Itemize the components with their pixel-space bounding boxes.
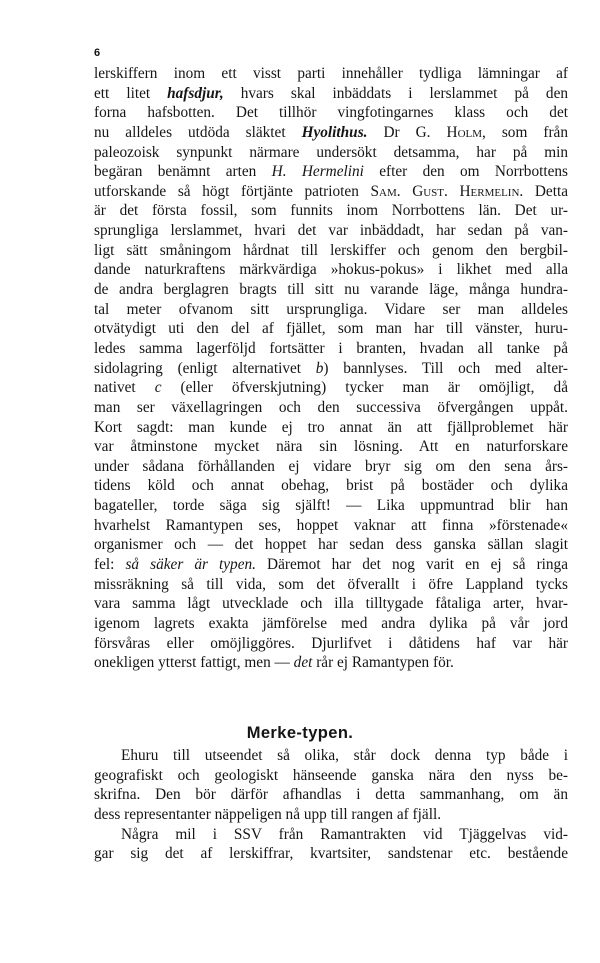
text-segment: lerskiffern inom ett visst parti innehåller tydliga lämningar af <box>94 65 568 82</box>
text-line <box>94 260 568 280</box>
text-line <box>94 594 568 614</box>
text-segment: sidolagring (enligt alternativet <box>94 359 316 377</box>
text-segment: Ehuru till utseendet så olika, står dock denna typ både i <box>121 747 568 764</box>
text-segment: tidens köld och annat obehag, brist på bostäder och dylika <box>94 477 568 495</box>
text-segment: (eller öfverskjutning) tycker man är omöjligt, då <box>161 379 568 397</box>
text-segment: b <box>315 359 324 377</box>
text-line <box>94 280 568 300</box>
text-segment: Holm <box>446 123 483 141</box>
text-line <box>94 535 568 555</box>
text-segment: forna hafsbotten. Det tillhör vingfotingarnes klass och det <box>94 104 568 122</box>
text-line <box>94 201 568 221</box>
text-segment: Sam. Gust. Hermelin <box>370 182 520 200</box>
text-line <box>94 634 568 654</box>
text-segment: paleozoisk synpunkt närmare undersökt detsamma, har på min <box>94 143 568 161</box>
text-segment: försvåras eller omöjliggöres. Djurlifvet i dåtidens haf var här <box>94 634 568 652</box>
text-segment: Några mil i SSV från Ramantrakten vid Tjäggelvas vid- <box>121 825 568 843</box>
text-segment: skrifna. Den bör därför afhandlas i detta sammanhang, om än <box>94 786 568 804</box>
text-segment: rår ej Ramantypen för. <box>312 654 454 672</box>
text-line <box>94 162 568 182</box>
text-segment: det <box>293 654 313 672</box>
text-segment: tal meter ofvanom sitt ursprungliga. Vidare ser man alldeles <box>94 300 568 318</box>
text-segment: organismer och — det hoppet har sedan dess ganska sällan slagit <box>94 536 568 554</box>
text-segment: onekligen ytterst fattigt, men — <box>94 654 294 672</box>
text-line <box>94 182 568 202</box>
text-line <box>94 300 568 320</box>
text-segment: dande naturkraftens märkvärdiga »hokus-pokus» i likhet med alla <box>94 261 568 279</box>
text-segment: dess representanter näppeligen nå upp till rangen af fjäll. <box>94 805 442 823</box>
text-segment: fel: <box>94 556 126 574</box>
text-segment: under sådana förhållanden ej vidare bryr sig om den sena års- <box>94 457 568 475</box>
text-segment: var åtminstone mycket nära sin lösning. Att en naturforskare <box>94 438 568 456</box>
text-segment: , som från <box>482 123 568 141</box>
text-line <box>94 103 568 123</box>
text-line <box>94 516 568 536</box>
text-segment: hafsdjur, <box>167 84 224 102</box>
text-segment: man ser växellagringen och den successiva öfvergången uppåt. <box>94 398 568 416</box>
text-line <box>94 805 568 825</box>
text-line <box>94 143 568 163</box>
text-line <box>94 378 568 398</box>
text-segment: geografiskt och geologiskt hänseende ganska nära den nyss be- <box>94 766 568 784</box>
text-line <box>94 825 568 845</box>
text-line <box>94 221 568 241</box>
text-segment: de andra berglagren bragts till sitt nu varande läge, många hundra- <box>94 281 568 299</box>
text-line <box>94 398 568 418</box>
text-line <box>94 84 568 104</box>
text-segment: sprungliga lerslammet, hvari det var inbäddadt, har sedan på van- <box>94 222 568 240</box>
text-line <box>94 555 568 575</box>
text-segment: begäran benämnt arten <box>94 163 272 181</box>
text-line <box>94 339 568 359</box>
text-line <box>94 457 568 477</box>
text-line <box>94 418 568 438</box>
text-segment: c <box>154 379 162 397</box>
text-line <box>94 476 568 496</box>
text-line <box>94 496 568 516</box>
text-segment: H. Hermelini <box>271 163 364 181</box>
text-segment: bagateller, torde säga sig själft! — Lika uppmuntrad blir han <box>94 497 568 515</box>
text-line <box>94 653 568 673</box>
text-line <box>94 64 568 84</box>
text-segment: igenom lagrets exakta jämförelse med andra dylika på vår jord <box>94 614 568 632</box>
text-segment: efter den om Norrbottens <box>363 163 568 181</box>
text-segment: ledes samma lagerföljd fortsätter i branten, hvadan all tanke på <box>94 339 568 357</box>
text-line <box>94 746 568 766</box>
text-segment: är det första fossil, som funnits inom Norrbottens län. Det ur- <box>94 202 568 220</box>
text-segment: nu alldeles utdöda släktet <box>94 123 302 141</box>
text-segment: nativet <box>94 379 155 397</box>
text-segment: . Detta <box>519 182 568 200</box>
text-line <box>94 614 568 634</box>
text-segment: hvars skal inbäddats i lerslammet på den <box>223 84 568 102</box>
section-text <box>94 746 568 864</box>
text-segment: missräkning så till vida, som det öfverallt i öfre Lappland tycks <box>94 575 568 593</box>
body-text <box>94 64 568 673</box>
text-line <box>94 123 568 143</box>
text-segment: hvarhelst Ramantypen ses, hoppet vaknar att finna »förstenade« <box>94 516 568 534</box>
text-segment: gar sig det af lerskiffrar, kvartsiter, sandstenar etc. bestående <box>94 845 568 863</box>
text-segment: ligt sätt småningom hårdnat till lerskiffer och genom den bergbil- <box>94 241 568 259</box>
text-segment: Hyolithus. <box>301 123 368 141</box>
text-segment: vara samma lågt utvecklade och illa tilltygade fåtaliga arter, hvar- <box>94 595 568 613</box>
page-number: 6 <box>94 47 101 59</box>
text-segment: Däremot har det nog varit en ej så ringa <box>255 556 568 574</box>
text-line <box>94 575 568 595</box>
text-segment: otvätydigt uti den del af fjället, som man har till vänster, huru- <box>94 320 568 338</box>
text-line <box>94 766 568 786</box>
text-segment: så säker är typen. <box>125 556 256 574</box>
text-line <box>94 844 568 864</box>
text-line <box>94 359 568 379</box>
section-heading: Merke-typen. <box>246 724 354 742</box>
text-segment: ett litet <box>94 84 168 102</box>
text-line <box>94 319 568 339</box>
text-line <box>94 241 568 261</box>
text-line <box>94 785 568 805</box>
text-segment: Dr G. <box>367 123 447 141</box>
text-segment: Kort sagdt: man kunde ej tro annat än att fjällproblemet här <box>94 418 568 436</box>
text-segment: ) bannlyses. Till och med alter- <box>323 359 568 377</box>
text-segment: utforskande så högt förtjänte patrioten <box>94 182 371 200</box>
text-line <box>94 437 568 457</box>
